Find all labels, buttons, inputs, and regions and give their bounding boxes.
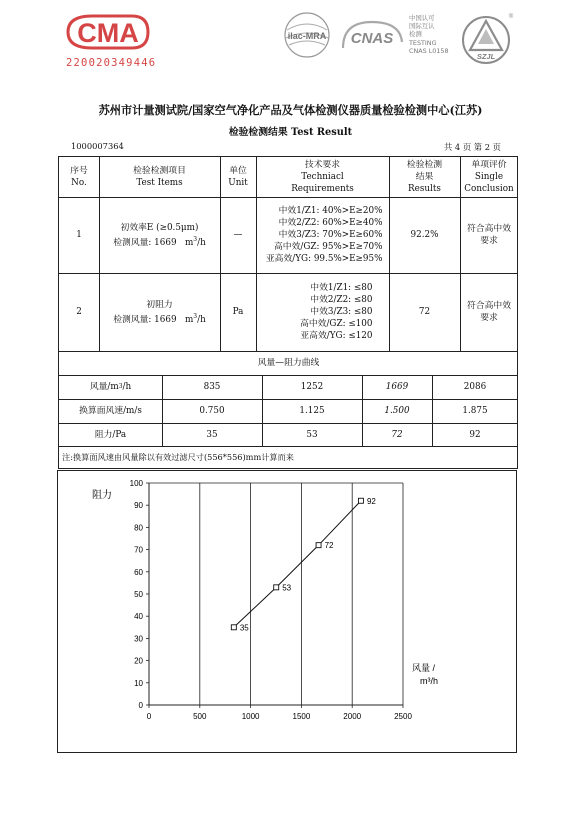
cma-number: 220020349446 xyxy=(66,57,157,69)
report-title: 苏州市计量测试院/国家空气净化产品及气体检测仪器质量检验检测中心(江苏) xyxy=(98,103,483,117)
row2-unit: Pa xyxy=(232,307,244,317)
header-unit-cn: 单位 xyxy=(229,166,247,176)
curve-cell: 92 xyxy=(469,429,481,440)
row2-conclusion-line: 要求 xyxy=(480,313,498,323)
data-label: 35 xyxy=(239,623,249,633)
y-tick-label: 40 xyxy=(134,612,143,622)
row1-flow-unit-sup: 3 xyxy=(193,235,198,243)
curve-cell: 1.875 xyxy=(462,406,488,416)
row1-flow-unit: m xyxy=(184,237,194,248)
row2-no: 2 xyxy=(76,307,82,317)
y-tick-label: 60 xyxy=(134,567,143,577)
y-tick-label: 30 xyxy=(134,634,143,644)
data-label: 72 xyxy=(324,541,334,551)
cnas-info-line: 中国认可 xyxy=(409,14,435,22)
series-line xyxy=(234,501,361,628)
row1-no: 1 xyxy=(76,230,82,240)
x-tick-label: 2000 xyxy=(343,712,362,721)
row1-flow-unit-tail: /h xyxy=(197,237,206,248)
requirement-line: 中效2/Z2: ≤80 xyxy=(310,295,373,305)
y-tick-label: 90 xyxy=(134,501,143,511)
page-indicator: 共 4 页 第 2 页 xyxy=(444,142,501,152)
row1-result: 92.2% xyxy=(410,230,439,240)
cma-logo-text: CMA xyxy=(77,18,139,48)
requirement-line: 中效1/Z1: 40%>E≥20% xyxy=(278,206,383,216)
header-req-en1: Techniacl xyxy=(301,172,344,182)
curve-cell: 1669 xyxy=(385,382,409,392)
y-axis-label: 阻力 xyxy=(92,490,112,501)
y-tick-label: 10 xyxy=(134,678,143,688)
requirement-line: 中效3/Z3: ≤80 xyxy=(310,307,373,317)
row2-flow-unit: m xyxy=(184,314,194,325)
curve-cell: 2086 xyxy=(463,382,487,392)
data-label: 53 xyxy=(282,583,292,593)
x-tick-label: 500 xyxy=(193,712,207,721)
data-point xyxy=(358,498,363,503)
x-axis-label-line1: 风量 / xyxy=(412,663,436,673)
row1-flow-value: 检测风量: 1669 xyxy=(113,237,177,248)
header-req-cn: 技术要求 xyxy=(304,160,341,170)
header-no-en: No. xyxy=(71,178,87,188)
y-tick-label: 0 xyxy=(138,701,143,710)
cnas-info-line: TESTING xyxy=(409,38,437,47)
ilac-logo-text: ilac-MRA xyxy=(287,31,327,41)
x-tick-label: 1500 xyxy=(292,712,311,721)
row2-flow-unit-sup: 3 xyxy=(193,312,198,320)
row2-flow-value: 检测风量: 1669 xyxy=(113,314,177,325)
requirement-line: 亚高效/YG: 99.5%>E≥95% xyxy=(265,254,383,264)
curve-label-velocity: 换算面风速/m/s xyxy=(79,406,142,416)
requirement-line: 中效1/Z1: ≤80 xyxy=(310,283,373,293)
header-results-cn1: 检验检测 xyxy=(406,160,443,170)
curve-cell: 0.750 xyxy=(199,406,225,416)
y-tick-label: 80 xyxy=(134,523,143,533)
data-point xyxy=(231,625,236,630)
x-tick-label: 0 xyxy=(146,712,152,721)
data-point xyxy=(316,543,321,548)
curve-label-flow-tail: /h xyxy=(122,382,132,392)
chart-grid xyxy=(149,483,403,705)
table-note: 注:换算面风速由风量除以有效过滤尺寸(556*556)mm计算而来 xyxy=(62,452,294,462)
curve-cell: 835 xyxy=(203,382,221,392)
y-tick-label: 20 xyxy=(134,656,143,666)
x-axis-label-line2: m³/h xyxy=(420,676,438,686)
data-point xyxy=(274,585,279,590)
requirement-line: 高中效/GZ: ≤100 xyxy=(300,319,373,329)
curve-table-title: 风量—阻力曲线 xyxy=(257,358,320,368)
row1-item-name: 初效率E (≥0.5μm) xyxy=(120,222,199,233)
row2-item-name: 初阻力 xyxy=(146,299,173,310)
header-no-cn: 序号 xyxy=(70,166,88,176)
document-number: 1000007364 xyxy=(71,141,124,151)
chart-series xyxy=(231,497,376,633)
header-results-cn2: 结果 xyxy=(415,172,434,182)
curve-cell: 1.125 xyxy=(299,406,325,416)
report-subtitle: 检验检测结果 Test Result xyxy=(228,127,353,138)
cnas-info-line: 国际互认 xyxy=(409,22,435,31)
curve-cell: 35 xyxy=(206,429,218,440)
header-results-en: Results xyxy=(408,184,441,194)
row2-conclusion-line: 符合高中效 xyxy=(467,301,511,311)
szjl-logo-text: SZJL xyxy=(476,52,496,61)
cnas-logo-text: CNAS xyxy=(350,30,394,47)
header-item-cn: 检验检测项目 xyxy=(133,166,186,176)
x-tick-label: 2500 xyxy=(394,712,412,721)
chart-axes xyxy=(149,483,403,705)
header-item-en: Test Items xyxy=(136,178,183,188)
requirement-line: 亚高效/YG: ≤120 xyxy=(300,331,373,341)
curve-cell: 1.500 xyxy=(384,406,410,416)
y-tick-label: 70 xyxy=(134,545,143,555)
registered-mark: ® xyxy=(508,14,514,20)
header-conclusion-en2: Conclusion xyxy=(464,184,514,194)
row1-conclusion-line: 符合高中效 xyxy=(467,224,511,234)
requirement-line: 中效3/Z3: 70%>E≥60% xyxy=(278,230,383,240)
chart-ticks xyxy=(130,479,413,721)
curve-cell: 72 xyxy=(391,429,403,440)
row2-flow-unit-tail: /h xyxy=(197,314,206,325)
y-tick-label: 100 xyxy=(129,479,143,488)
header-req-en2: Requirements xyxy=(291,184,354,194)
cnas-info-line: 检测 xyxy=(409,30,422,39)
requirement-line: 中效2/Z2: 60%>E≥40% xyxy=(278,218,383,228)
header-conclusion-cn: 单项评价 xyxy=(471,160,507,170)
header-conclusion-en1: Single xyxy=(474,172,504,182)
cnas-info-line: CNAS L0158 xyxy=(409,46,449,55)
row1-conclusion-line: 要求 xyxy=(480,236,498,246)
x-tick-label: 1000 xyxy=(241,712,260,721)
curve-cell: 1252 xyxy=(300,382,324,392)
curve-cell: 53 xyxy=(306,429,318,440)
row1-unit: — xyxy=(233,230,243,240)
requirement-line: 高中效/GZ: 95%>E≥70% xyxy=(273,242,383,252)
header-unit-en: Unit xyxy=(228,178,248,188)
curve-label-flow-sup: 3 xyxy=(118,383,123,390)
data-label: 92 xyxy=(366,496,376,506)
y-tick-label: 50 xyxy=(134,590,143,599)
row2-result: 72 xyxy=(418,307,431,317)
curve-label-flow-base: 风量/m xyxy=(89,382,119,392)
curve-label-resistance: 阻力/Pa xyxy=(94,429,127,440)
